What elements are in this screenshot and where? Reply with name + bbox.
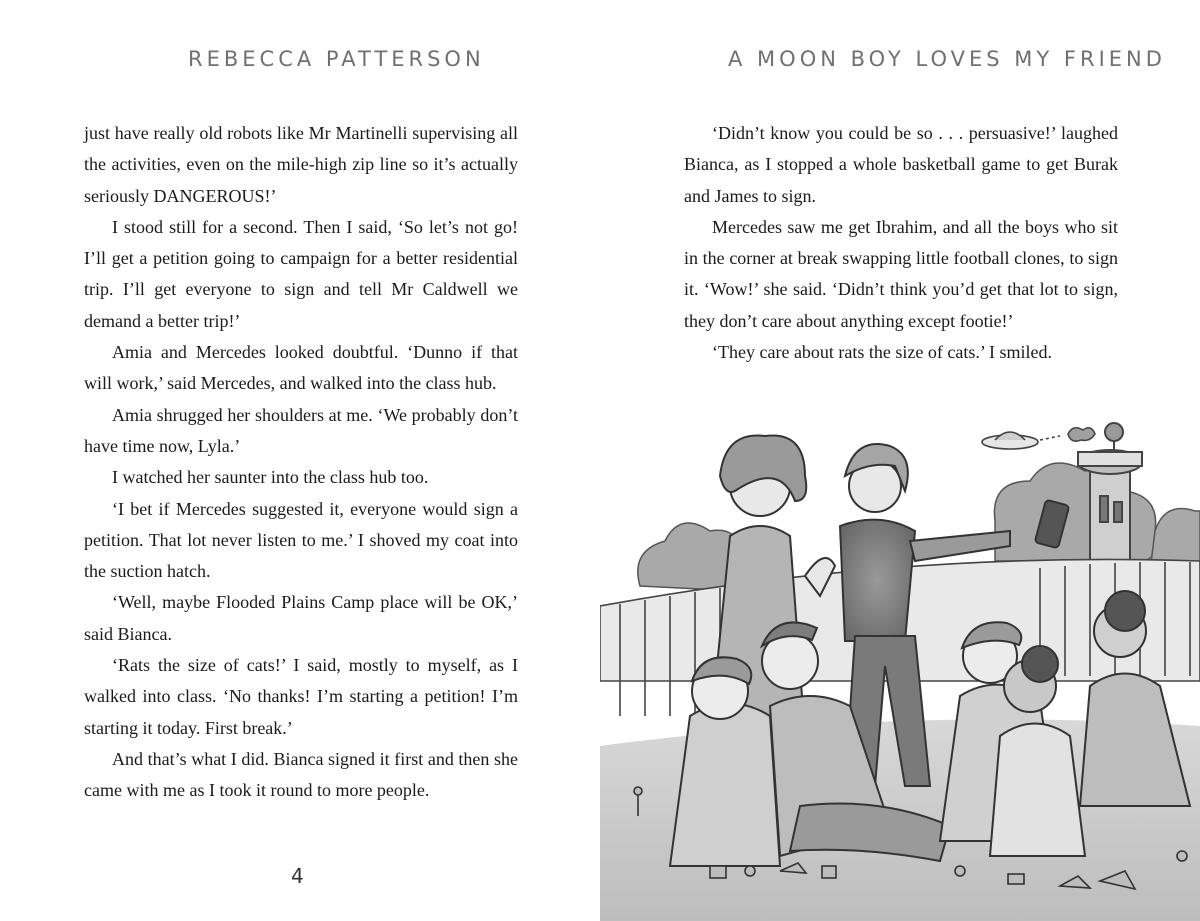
paragraph: I stood still for a second. Then I said, ‘So let’s not go! I’ll get a petition going to campaign for a better residential trip. I’ll get everyone to sign and tell Mr Caldwell we demand a better trip!’	[84, 216, 518, 331]
paragraph: ‘Didn’t know you could be so . . . persuasive!’ laughed Bianca, as I stopped a whole basketball game to get Burak and James to sign.	[684, 123, 1118, 206]
playground-illustration	[600, 416, 1200, 921]
paragraph: ‘I bet if Mercedes suggested it, everyone would sign a petition. That lot never listen to me.’ I shoved my coat into the suction hatch.	[84, 498, 518, 582]
paragraph: just have really old robots like Mr Martinelli supervising all the activities, even on the mile-high zip line so it’s actually seriously DANGEROUS!’	[84, 123, 518, 206]
paragraph: Amia and Mercedes looked doubtful. ‘Dunno if that will work,’ said Mercedes, and walked into the class hub.	[84, 342, 518, 394]
paragraph: ‘They care about rats the size of cats.’ I smiled.	[712, 342, 1053, 363]
paragraph: Mercedes saw me get Ibrahim, and all the boys who sit in the corner at break swapping little football clones, to sign it. ‘Wow!’ she said. ‘Didn’t think you’d get that lot to sign, they don’t care about anything except footie!’	[684, 216, 1118, 331]
right-page	[600, 0, 1200, 921]
left-body-text	[84, 118, 518, 807]
paragraph: Amia shrugged her shoulders at me. ‘We probably don’t have time now, Lyla.’	[84, 404, 518, 456]
paragraph: I watched her saunter into the class hub too.	[112, 467, 429, 488]
paragraph: ‘Rats the size of cats!’ I said, mostly to myself, as I walked into class. ‘No thanks! I’m starting a petition! I’m starting it today. First break.’	[84, 655, 518, 738]
running-head-author: REBECCA PATTERSON	[188, 47, 485, 71]
paragraph: And that’s what I did. Bianca signed it first and then she came with me as I took it round to more people.	[84, 748, 518, 801]
running-head-title: A MOON BOY LOVES MY FRIEND	[728, 47, 1166, 71]
paragraph: ‘Well, maybe Flooded Plains Camp place will be OK,’ said Bianca.	[84, 592, 518, 644]
flying-saucer	[982, 428, 1095, 449]
right-body-text	[684, 118, 1118, 368]
page-number: 4	[291, 864, 304, 888]
